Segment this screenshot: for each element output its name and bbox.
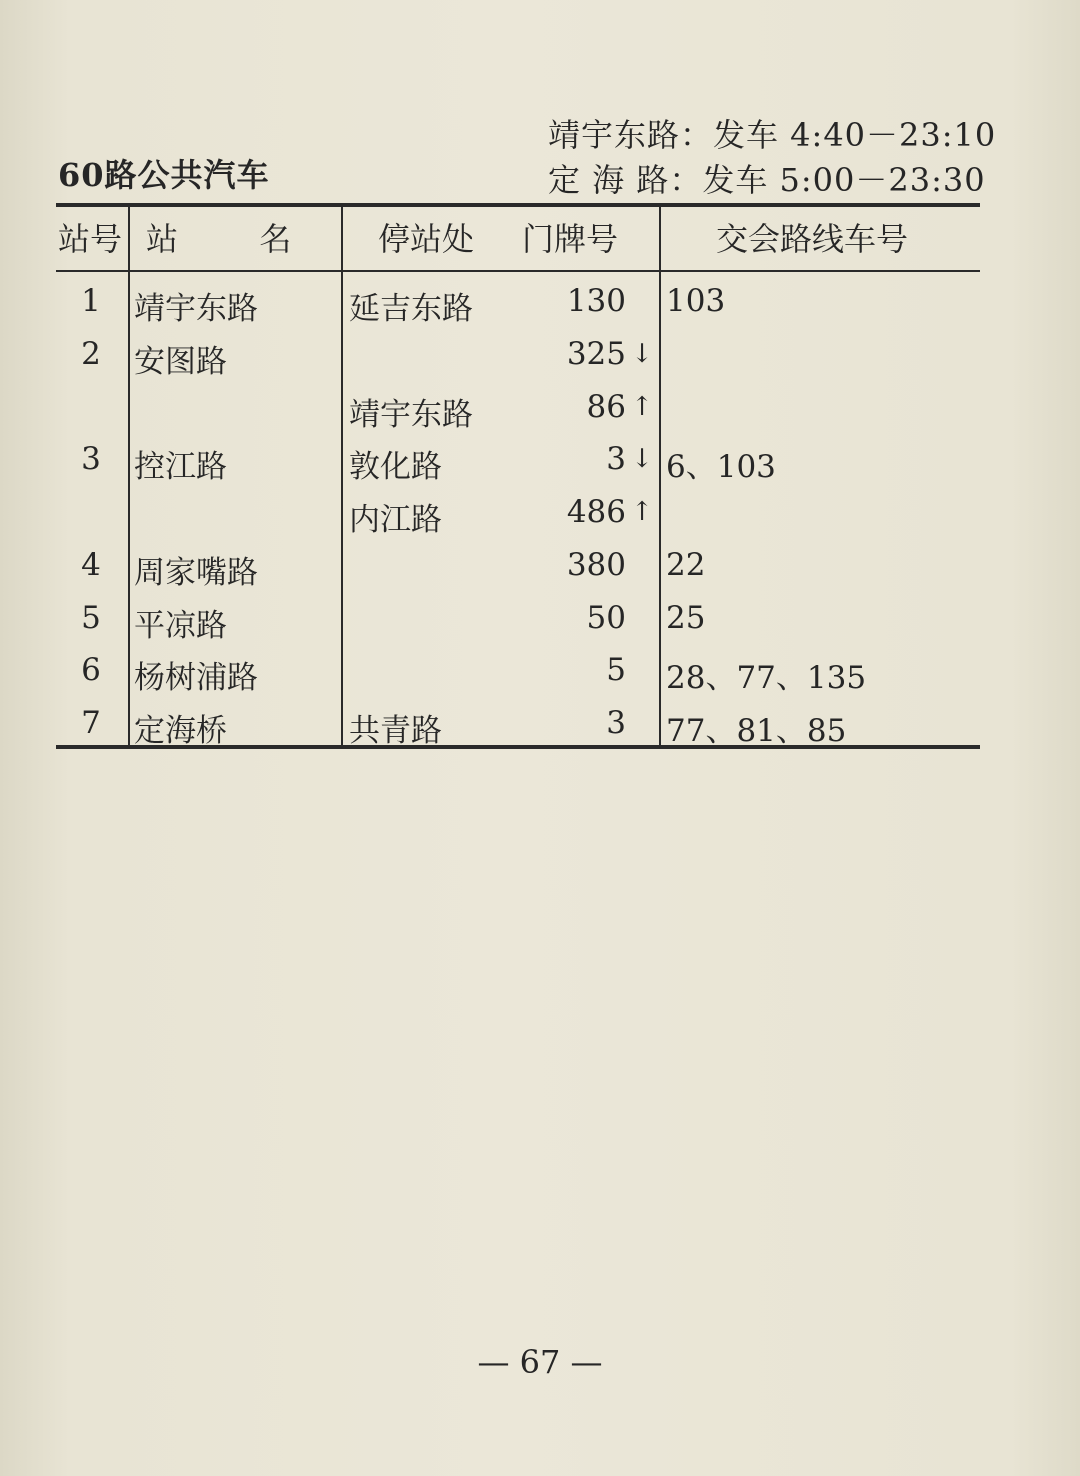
direction-arrow: ↓ [631, 339, 653, 369]
station-number: 6 [81, 652, 101, 688]
stop-location: 敦化路 [349, 449, 442, 485]
table-top-rule [56, 203, 980, 207]
departure-time-dinghai-road: 定 海 路：发车 5:00－23:30 [548, 161, 986, 199]
page-number: — 67 — [477, 1343, 603, 1381]
header-station-name: 站 名 [146, 220, 292, 258]
door-number: 486 [566, 494, 626, 530]
connecting-lines: 25 [666, 600, 706, 636]
departure-time-jingyu-east-road: 靖宇东路：发车 4:40－23:10 [548, 116, 997, 154]
header-connecting-lines: 交会路线车号 [716, 220, 909, 258]
table-header-rule [56, 270, 980, 272]
station-number: 7 [81, 705, 101, 741]
door-number: 3 [606, 705, 626, 741]
station-number: 4 [81, 547, 101, 583]
connecting-lines: 6、103 [666, 449, 776, 485]
station-name: 定海桥 [134, 713, 227, 749]
station-number: 5 [81, 600, 101, 636]
stop-location: 延吉东路 [349, 291, 473, 327]
stop-location: 内江路 [349, 502, 442, 538]
connecting-lines: 22 [666, 547, 706, 583]
door-number: 50 [586, 600, 626, 636]
station-number: 3 [81, 441, 101, 477]
door-number: 380 [566, 547, 626, 583]
station-name: 杨树浦路 [134, 660, 258, 696]
station-name: 控江路 [134, 449, 227, 485]
direction-arrow: ↑ [631, 497, 653, 527]
connecting-lines: 28、77、135 [666, 660, 867, 696]
door-number: 130 [566, 283, 626, 319]
header-station-number: 站号 [58, 220, 123, 258]
station-name: 安图路 [134, 344, 227, 380]
station-number: 2 [81, 336, 101, 372]
connecting-lines: 77、81、85 [666, 713, 847, 749]
station-name: 平凉路 [134, 608, 227, 644]
column-divider [659, 207, 661, 745]
station-number: 1 [81, 283, 101, 319]
header-door-number: 门牌号 [522, 220, 619, 258]
column-divider [128, 207, 130, 745]
connecting-lines: 103 [666, 283, 726, 319]
column-divider [341, 207, 343, 745]
door-number: 325 [566, 336, 626, 372]
door-number: 3 [606, 441, 626, 477]
station-name: 靖宇东路 [134, 291, 258, 327]
direction-arrow: ↓ [631, 444, 653, 474]
direction-arrow: ↑ [631, 392, 653, 422]
door-number: 5 [606, 652, 626, 688]
route-title: 60路公共汽车 [58, 156, 270, 194]
station-name: 周家嘴路 [134, 555, 258, 591]
stop-location: 靖宇东路 [349, 397, 473, 433]
header-stop-location: 停站处 [378, 220, 475, 258]
door-number: 86 [586, 389, 626, 425]
stop-location: 共青路 [349, 713, 442, 749]
